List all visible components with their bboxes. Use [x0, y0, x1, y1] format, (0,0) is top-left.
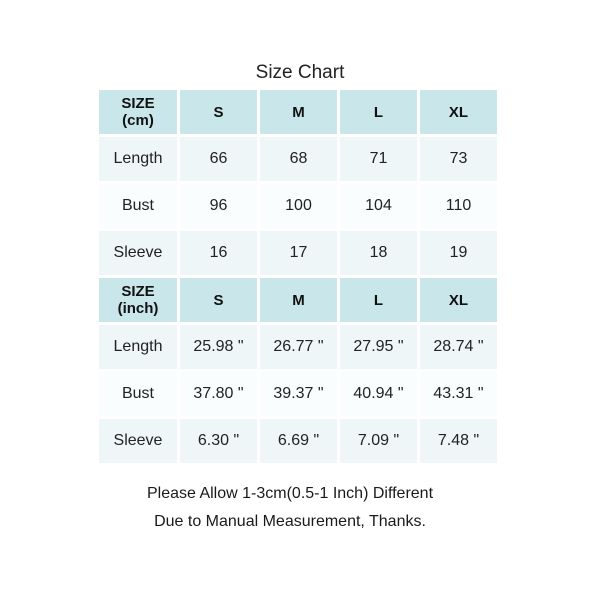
size-header-l: L — [340, 90, 417, 134]
table-cell: 71 — [340, 137, 417, 181]
table-cell: 18 — [340, 231, 417, 275]
size-header-xl: XL — [420, 90, 497, 134]
size-header-m: M — [260, 90, 337, 134]
table-cell: 43.31 " — [420, 372, 497, 416]
table-row — [99, 372, 497, 416]
table-cell: 19 — [420, 231, 497, 275]
row-label: Length — [99, 325, 177, 369]
table-cell: 6.69 " — [260, 419, 337, 463]
table-cell: 27.95 " — [340, 325, 417, 369]
size-header-xl: XL — [420, 278, 497, 322]
row-label: Bust — [99, 372, 177, 416]
table-cell: 66 — [180, 137, 257, 181]
table-cell: 25.98 " — [180, 325, 257, 369]
size-table-cm — [96, 87, 500, 278]
table-cell: 26.77 " — [260, 325, 337, 369]
table-row — [99, 137, 497, 181]
table-cell: 68 — [260, 137, 337, 181]
unit-header-inch: SIZE (inch) — [99, 278, 177, 322]
table-row — [99, 325, 497, 369]
table-row — [99, 184, 497, 228]
table-cell: 37.80 " — [180, 372, 257, 416]
size-table-inch — [96, 275, 500, 466]
table-cell: 110 — [420, 184, 497, 228]
size-header-l: L — [340, 278, 417, 322]
size-header-s: S — [180, 278, 257, 322]
table-cell: 16 — [180, 231, 257, 275]
table-cell: 96 — [180, 184, 257, 228]
table-cell: 100 — [260, 184, 337, 228]
size-header-m: M — [260, 278, 337, 322]
table-cell: 17 — [260, 231, 337, 275]
table-cell: 73 — [420, 137, 497, 181]
row-label: Length — [99, 137, 177, 181]
unit-header-cm: SIZE (cm) — [99, 90, 177, 134]
table-row — [99, 231, 497, 275]
measurement-note-line2: Due to Manual Measurement, Thanks. — [154, 513, 426, 530]
table-cell: 7.48 " — [420, 419, 497, 463]
row-label: Bust — [99, 184, 177, 228]
chart-title: Size Chart — [255, 62, 345, 83]
size-header-s: S — [180, 90, 257, 134]
table-header-row — [99, 278, 497, 322]
measurement-note-line1: Please Allow 1-3cm(0.5-1 Inch) Different — [146, 485, 434, 502]
table-cell: 40.94 " — [340, 372, 417, 416]
table-cell: 7.09 " — [340, 419, 417, 463]
row-label: Sleeve — [99, 419, 177, 463]
table-cell: 104 — [340, 184, 417, 228]
table-header-row — [99, 90, 497, 134]
table-cell: 28.74 " — [420, 325, 497, 369]
row-label: Sleeve — [99, 231, 177, 275]
table-cell: 39.37 " — [260, 372, 337, 416]
table-row — [99, 419, 497, 463]
table-cell: 6.30 " — [180, 419, 257, 463]
